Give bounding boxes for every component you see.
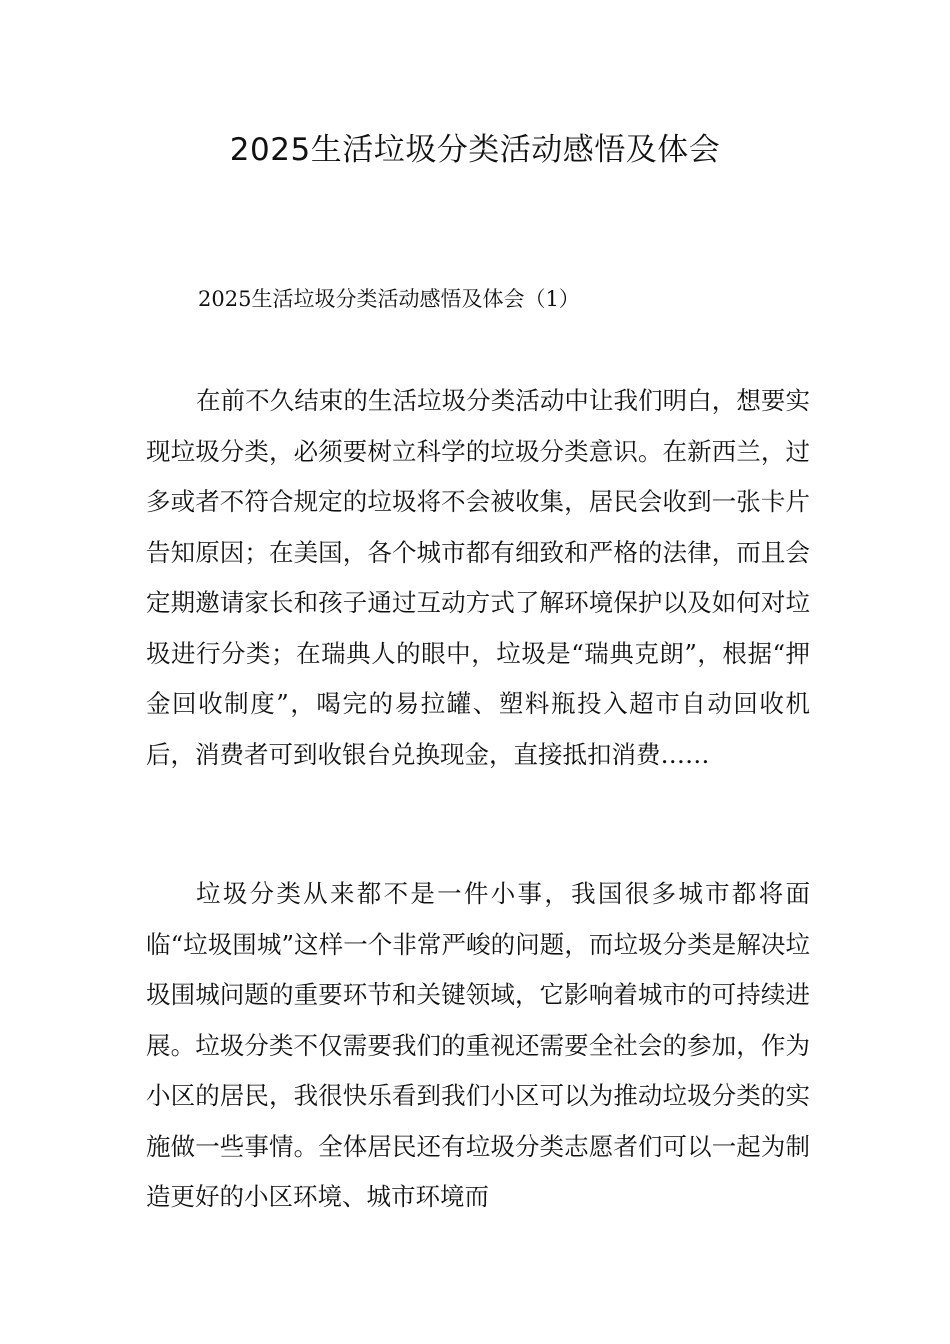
body-paragraph-2: 垃圾分类从来都不是一件小事，我国很多城市都将面临“垃圾围城”这样一个非常严峻的问题，而垃圾分类是解决垃圾围城问题的重要环节和关键领域，它影响着城市的可持续进展。垃圾分类不仅需要我们的重视还需要全社会的参加，作为小区的居民，我很快乐看到我们小区可以为推动垃圾分类的实施做一些事情。全体居民还有垃圾分类志愿者们可以一起为制造更好的小区环境、城市环境而 bbox=[146, 879, 810, 1211]
document-title: 2025生活垃圾分类活动感悟及体会 bbox=[229, 132, 721, 168]
body-paragraph-1: 在前不久结束的生活垃圾分类活动中让我们明白，想要实现垃圾分类，必须要树立科学的垃圾分类意识。在新西兰，过多或者不符合规定的垃圾将不会被收集，居民会收到一张卡片告知原因；在美国，各个城市都有细致和严格的法律，而且会定期邀请家长和孩子通过互动方式了解环境保护以及如何对垃圾进行分类；在瑞典人的眼中，垃圾是“瑞典克朗”，根据“押金回收制度”，喝完的易拉罐、塑料瓶投入超市自动回收机后，消费者可到收银台兑换现金，直接抵扣消费…… bbox=[146, 386, 810, 769]
section-heading: 2025生活垃圾分类活动感悟及体会（1） bbox=[198, 287, 580, 311]
